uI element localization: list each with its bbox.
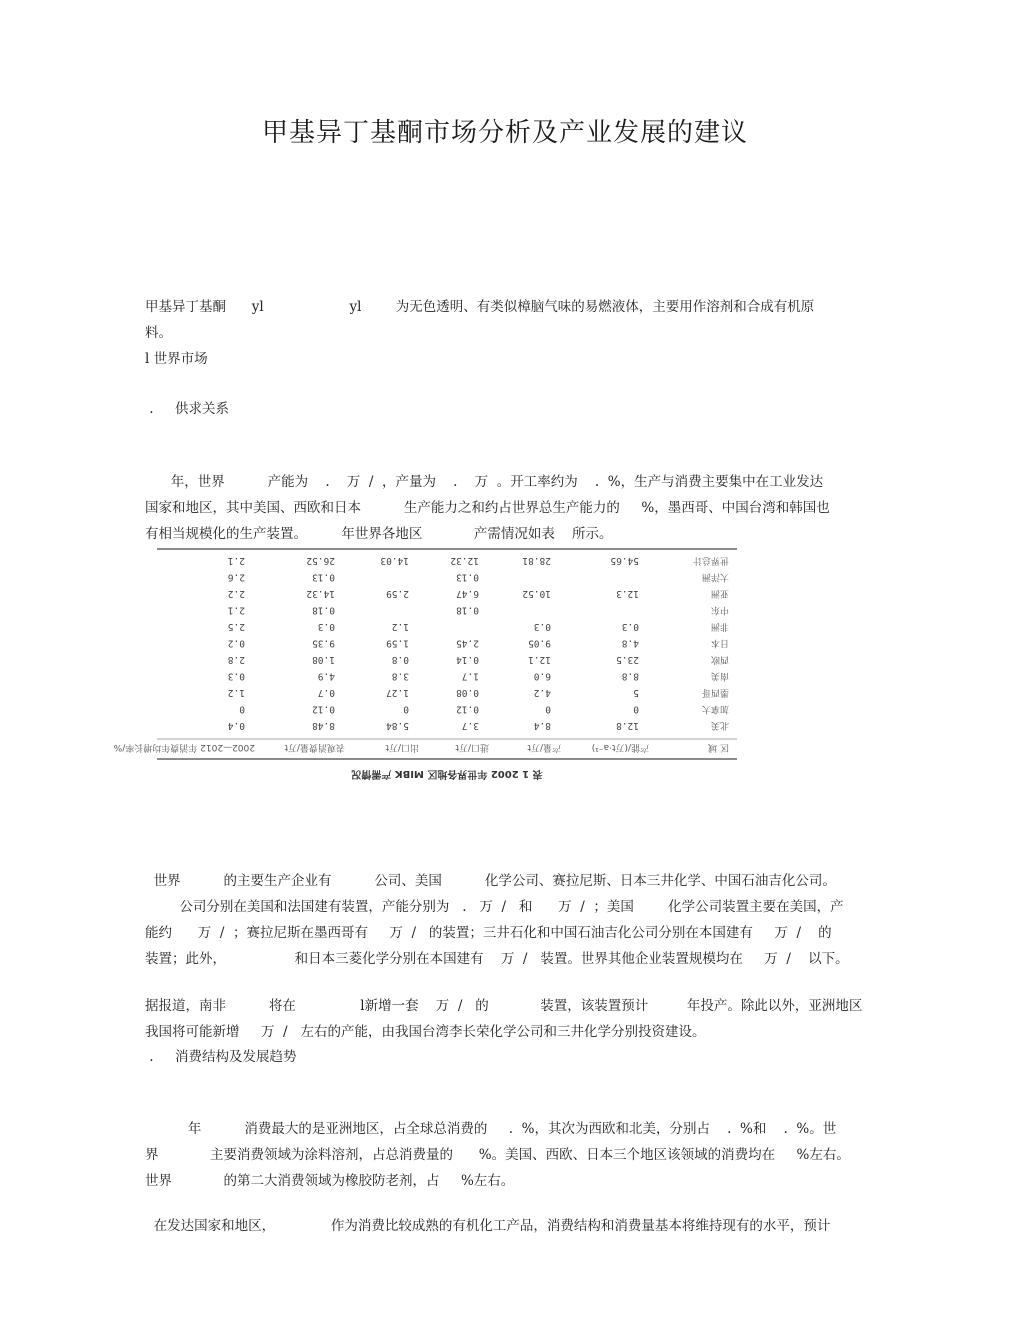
table-cell: 0.3 bbox=[533, 621, 551, 632]
section-1-2-heading: . 消费结构及发展趋势 bbox=[145, 1049, 297, 1065]
table-cell: 日本 bbox=[710, 637, 729, 648]
table-cell: 墨西哥 bbox=[701, 687, 729, 697]
table-caption: 表 1 2002 年世界各地区 MIBK 产需情况 bbox=[351, 768, 543, 779]
table-cell: 0.2 bbox=[227, 637, 245, 649]
producers-line-3: 能约 万 / ；赛拉尼斯在墨西哥有 万 / 的装置；三井石化和中国石油吉化公司分别在本国建有 万 / 的 bbox=[145, 925, 832, 941]
table-cell: 2.6 bbox=[227, 571, 245, 583]
table-cell: 5.84 bbox=[386, 720, 409, 731]
table-cell: 西欧 bbox=[710, 654, 729, 664]
table-inner-rotated bbox=[113, 549, 737, 781]
table-cell: 0.13 bbox=[312, 571, 335, 583]
table-cell: 6.47 bbox=[456, 588, 479, 599]
report-line-1: 据报道，南非 将在 l新增一套 万 / 的 装置，该装置预计 年投产。除此以外，亚洲地区 bbox=[145, 998, 863, 1014]
table-cell: 0 bbox=[545, 703, 551, 715]
table-cell: 南美 bbox=[710, 670, 729, 681]
report-line-2: 我国将可能新增 万 / 左右的产能，由我国台湾李长荣化学公司和三井化学分别投资建设。 bbox=[145, 1024, 706, 1040]
section-1-1-heading: . 供求关系 bbox=[145, 401, 230, 417]
table-header-cell: 产量/万t bbox=[527, 742, 561, 752]
table-cell: 3.7 bbox=[461, 720, 479, 731]
consumption-line-3: 世界 的第二大消费领域为橡胶防老剂，占 %左右。 bbox=[145, 1173, 515, 1189]
producers-line-2: 公司分别在美国和法国建有装置，产能分别为 . 万 / 和 万 / ；美国 化学公司装置主要在美国，产 bbox=[145, 899, 844, 915]
table-cell: 2.1 bbox=[227, 555, 245, 566]
table-cell: 2.1 bbox=[227, 604, 245, 616]
table-cell: 中东 bbox=[710, 604, 729, 615]
supply-line-3: 有相当规模化的生产装置。 年世界各地区 产需情况如表 所示。 bbox=[145, 526, 613, 542]
table-cell: 亚洲 bbox=[710, 588, 729, 598]
table-cell: 北美 bbox=[710, 720, 729, 730]
supply-paragraph bbox=[145, 443, 863, 547]
producers-line-1: 世界 的主要生产企业有 公司、美国 化学公司、赛拉尼斯、日本三井化学、中国石油吉化公司。 bbox=[145, 873, 836, 889]
table-cell: 8.4 bbox=[533, 720, 551, 731]
table-cell: 2.45 bbox=[456, 637, 479, 649]
table-cell: 世界总计 bbox=[692, 555, 729, 565]
table-cell: 14.03 bbox=[380, 555, 409, 566]
page-title: 甲基异丁基酮市场分析及产业发展的建议 bbox=[261, 118, 748, 148]
table-cell: 12.8 bbox=[616, 720, 639, 731]
table-cell: 2.5 bbox=[227, 621, 245, 632]
consumption-line-2: 界 主要消费领域为涂料溶剂，占总消费量的 %。美国、西欧、日本三个地区该领域的消费均在 %左右。 bbox=[145, 1147, 850, 1163]
developed-paragraph bbox=[145, 1187, 863, 1239]
table-cell: 0.3 bbox=[317, 621, 335, 632]
table-cell: 54.65 bbox=[610, 555, 639, 566]
table-cell: 2.2 bbox=[227, 588, 245, 599]
intro-paragraph bbox=[145, 268, 863, 346]
table-header-cell: 区 域 bbox=[708, 742, 729, 752]
table-header-cell: 表观消费量/万t bbox=[284, 742, 345, 752]
table-cell: 1.08 bbox=[312, 654, 335, 665]
table-cell: 12.1 bbox=[528, 654, 551, 665]
table-cell: 0.3 bbox=[227, 670, 245, 682]
table-cell: 2.8 bbox=[227, 654, 245, 665]
table-cell: 6.0 bbox=[533, 670, 551, 682]
table-cell: 9.35 bbox=[312, 637, 335, 649]
intro-line-2: 料。 bbox=[145, 325, 172, 341]
table-cell: 2.59 bbox=[386, 588, 409, 599]
table-cell: 0.08 bbox=[456, 687, 479, 698]
table-cell: 1.2 bbox=[227, 687, 245, 698]
consumption-paragraph bbox=[145, 1090, 863, 1194]
table-cell: 0.18 bbox=[456, 604, 479, 616]
table-cell: 0 bbox=[403, 703, 409, 715]
table-cell: 1.27 bbox=[386, 687, 409, 698]
table-cell: 8.8 bbox=[621, 670, 639, 682]
table-cell: 非洲 bbox=[710, 621, 729, 631]
supply-line-2: 国家和地区，其中美国、西欧和日本 生产能力之和约占世界总生产能力的 %，墨西哥、中国台湾和韩国也 bbox=[145, 500, 830, 516]
table-cell: 5 bbox=[633, 687, 639, 698]
table-cell: 4.2 bbox=[533, 687, 551, 698]
table-cell: 10.52 bbox=[522, 588, 551, 599]
table-cell: 12.32 bbox=[450, 555, 479, 566]
table-cell: 0.13 bbox=[456, 571, 479, 583]
table-header-cell: 2002—2012 年消费年均增长率/% bbox=[113, 742, 255, 752]
producers-paragraph bbox=[145, 842, 863, 972]
table-cell: 8.48 bbox=[312, 720, 335, 731]
supply-line-1: 年，世界 产能为 . 万 / ，产量为 . 万 。开工率约为 . %，生产与消费主要集中在工业发达 bbox=[145, 474, 824, 490]
table-1-scanned-mirrored bbox=[113, 543, 741, 783]
table-cell: 23.5 bbox=[616, 654, 639, 665]
table-header-cell: 进口/万t bbox=[455, 742, 489, 752]
table-cell: 4.8 bbox=[621, 637, 639, 649]
table-cell: 4.9 bbox=[317, 670, 335, 682]
developed-line-1: 在发达国家和地区， 作为消费比较成熟的有机化工产品，消费结构和消费量基本将维持现有的水平，预计 bbox=[145, 1218, 831, 1234]
table-cell: 3.8 bbox=[391, 670, 409, 682]
table-cell: 0.3 bbox=[621, 621, 639, 632]
table-cell: 0.12 bbox=[456, 703, 479, 715]
table-cell: 0.14 bbox=[456, 654, 479, 665]
table-header-cell: 出口/万t bbox=[385, 742, 419, 752]
table-cell: 0.12 bbox=[312, 703, 335, 715]
consumption-line-1: 年 消费最大的是亚洲地区，占全球总消费的 . %，其次为西欧和北美，分别占 . %和 . %。世 bbox=[145, 1121, 837, 1137]
table-cell: 0 bbox=[239, 703, 245, 715]
table-cell: 1.7 bbox=[461, 670, 479, 682]
section-1-heading: l 世界市场 bbox=[145, 351, 208, 367]
table-cell: 12.3 bbox=[616, 588, 639, 599]
table-svg bbox=[113, 543, 741, 783]
table-cell: 0.18 bbox=[312, 604, 335, 616]
table-cell: 0 bbox=[633, 703, 639, 715]
table-cell: 9.05 bbox=[528, 637, 551, 649]
table-cell: 加拿大 bbox=[701, 703, 729, 714]
report-paragraph bbox=[145, 967, 863, 1045]
table-cell: 14.32 bbox=[306, 588, 335, 599]
table-cell: 大洋洲 bbox=[701, 571, 729, 582]
table-cell: 28.81 bbox=[522, 555, 551, 566]
producers-line-4: 装置；此外， 和日本三菱化学分别在本国建有 万 / 装置。世界其他企业装置规模均在 万 / 以下。 bbox=[145, 951, 849, 967]
table-cell: 1.59 bbox=[386, 637, 409, 649]
table-cell: 1.2 bbox=[391, 621, 409, 632]
table-cell: 26.52 bbox=[306, 555, 335, 566]
table-header-cell: 产能/(万t·a⁻¹) bbox=[591, 742, 649, 752]
table-cell: 0.4 bbox=[227, 720, 245, 731]
intro-line-1: 甲基异丁基酮 yl yl 为无色透明、有类似樟脑气味的易燃液体，主要用作溶剂和合成有机原 bbox=[145, 299, 815, 315]
table-cell: 0.7 bbox=[317, 687, 335, 698]
table-cell: 0.8 bbox=[391, 654, 409, 665]
